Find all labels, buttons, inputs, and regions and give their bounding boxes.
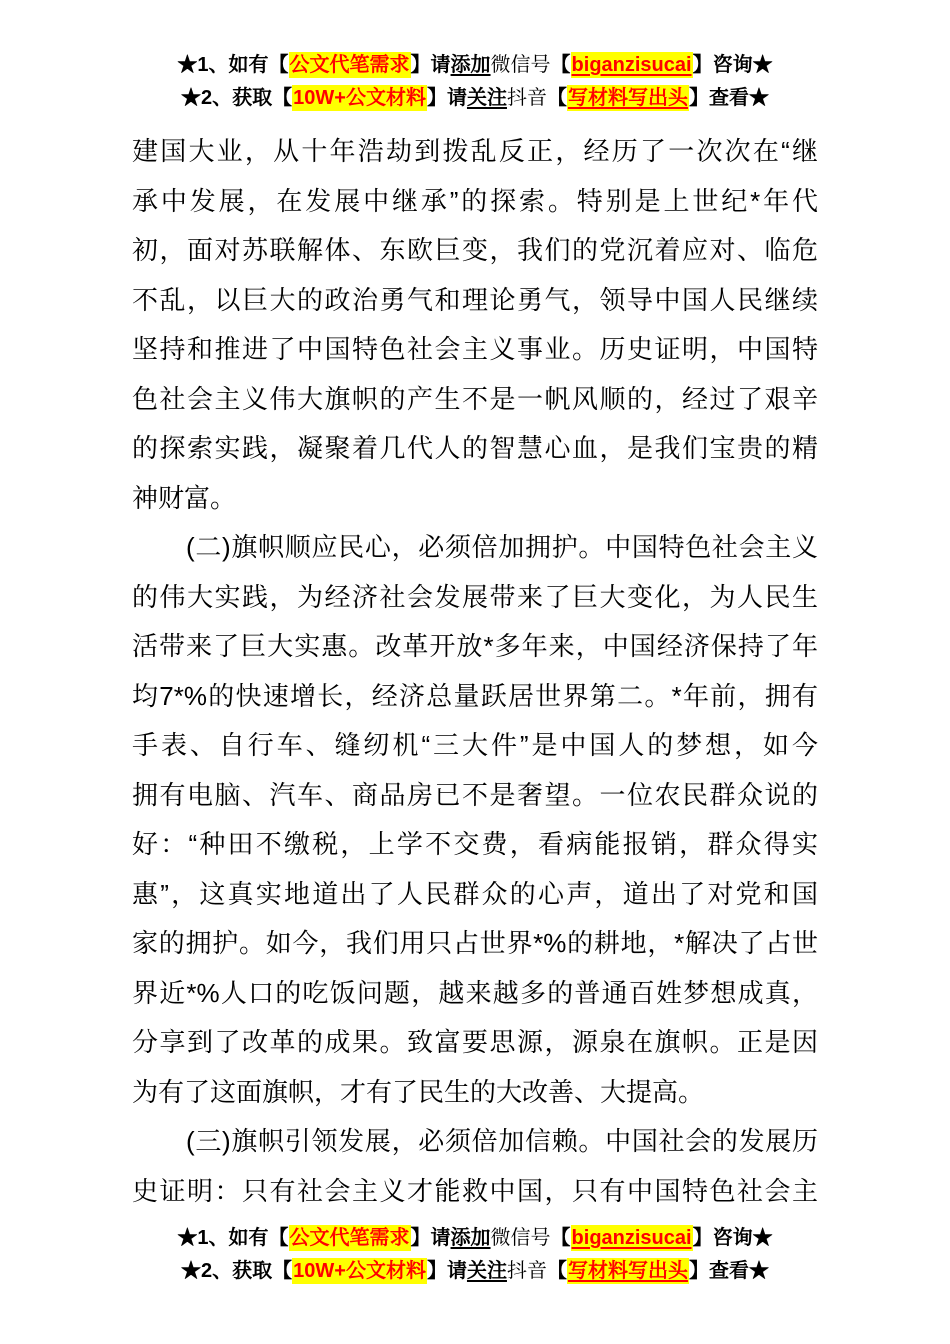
banner-douyin-id: 写材料写出头 — [567, 1260, 688, 1282]
banner-channel-douyin: 抖音 — [506, 87, 547, 109]
banner-channel-wechat: 微信号 — [490, 54, 551, 76]
text-line: 的伟大实践，为经济社会发展带来了巨大变化，为人民生 — [132, 581, 818, 612]
banner-mid: 】请 — [410, 1227, 451, 1249]
text-line: 神财富。 — [132, 482, 237, 513]
text-line: 家的拥护。如今，我们用只占世界*%的耕地，*解决了占世 — [132, 928, 818, 958]
banner-keyword-materials: 10W+公文材料 — [293, 87, 426, 109]
text-line: 不乱，以巨大的政治勇气和理论勇气，领导中国人民继续 — [132, 284, 818, 315]
text-line: 的探索实践，凝聚着几代人的智慧心血，是我们宝贵的精 — [132, 433, 818, 463]
text-line: 初，面对苏联解体、东欧巨变，我们的党沉着应对、临危 — [132, 235, 818, 265]
banner-douyin-id: 写材料写出头 — [567, 87, 688, 109]
text-line: 拥有电脑、汽车、商品房已不是奢望。一位农民群众说的 — [132, 779, 818, 810]
banner-keyword-service: 公文代笔需求 — [289, 54, 410, 76]
text-line: 活带来了巨大实惠。改革开放*多年来，中国经济保持了年 — [132, 631, 818, 661]
footer-banner — [0, 1222, 950, 1288]
banner-action-add: 添加 — [450, 54, 491, 76]
banner-action-follow: 关注 — [466, 87, 507, 109]
banner-mid: 】请 — [426, 1260, 467, 1282]
banner-channel-wechat: 微信号 — [490, 1227, 551, 1249]
banner-bracket: 【 — [546, 1260, 567, 1282]
banner-line — [0, 82, 950, 115]
banner-action-follow: 关注 — [466, 1260, 507, 1282]
text-line: 界近*%人口的吃饭问题，越来越多的普通百姓梦想成真， — [132, 977, 818, 1008]
banner-keyword-materials: 10W+公文材料 — [293, 1260, 426, 1282]
text-line: 承中发展，在发展中继承”的探索。特别是上世纪*年代 — [132, 185, 818, 216]
banner-prefix: ★1、如有【 — [177, 1227, 289, 1249]
text-line: 均7*%的快速增长，经济总量跃居世界第二。*年前，拥有 — [132, 680, 818, 711]
banner-action-add: 添加 — [450, 1227, 491, 1249]
banner-suffix: 】咨询★ — [692, 54, 773, 76]
document-body — [0, 127, 950, 1216]
banner-mid: 】请 — [426, 87, 467, 109]
text-line: 惠”，这真实地道出了人民群众的心声，道出了对党和国 — [132, 878, 818, 909]
banner-suffix: 】查看★ — [688, 1260, 769, 1282]
banner-bracket: 【 — [550, 54, 571, 76]
banner-prefix: ★1、如有【 — [177, 54, 289, 76]
banner-wechat-id: biganzisucai — [571, 54, 692, 76]
text-line: 手表、自行车、缝纫机“三大件”是中国人的梦想，如今 — [132, 730, 818, 760]
banner-line — [0, 1222, 950, 1255]
banner-line — [0, 49, 950, 82]
text-line: 史证明：只有社会主义才能救中国，只有中国特色社会主 — [132, 1175, 818, 1206]
text-line: (二)旗帜顺应民心，必须倍加拥护。中国特色社会主义 — [186, 532, 818, 562]
text-line: 分享到了改革的成果。致富要思源，源泉在旗帜。正是因 — [132, 1027, 818, 1057]
text-line: 坚持和推进了中国特色社会主义事业。历史证明，中国特 — [132, 334, 818, 364]
header-banner — [0, 0, 950, 115]
text-line: (三)旗帜引领发展，必须倍加信赖。中国社会的发展历 — [186, 1126, 818, 1156]
banner-suffix: 】咨询★ — [692, 1227, 773, 1249]
banner-channel-douyin: 抖音 — [506, 1260, 547, 1282]
text-line: 好：“种田不缴税，上学不交费，看病能报销，群众得实 — [132, 829, 818, 859]
banner-suffix: 】查看★ — [688, 87, 769, 109]
banner-keyword-service: 公文代笔需求 — [289, 1227, 410, 1249]
banner-mid: 】请 — [410, 54, 451, 76]
text-line: 为有了这面旗帜，才有了民生的大改善、大提高。 — [132, 1076, 705, 1107]
banner-wechat-id: biganzisucai — [571, 1227, 692, 1249]
text-line: 色社会主义伟大旗帜的产生不是一帆风顺的，经过了艰辛 — [132, 383, 818, 414]
banner-bracket: 【 — [550, 1227, 571, 1249]
banner-prefix: ★2、获取【 — [181, 87, 293, 109]
text-line: 建国大业，从十年浩劫到拨乱反正，经历了一次次在“继 — [132, 136, 818, 166]
banner-bracket: 【 — [546, 87, 567, 109]
banner-prefix: ★2、获取【 — [181, 1260, 293, 1282]
banner-line — [0, 1255, 950, 1288]
